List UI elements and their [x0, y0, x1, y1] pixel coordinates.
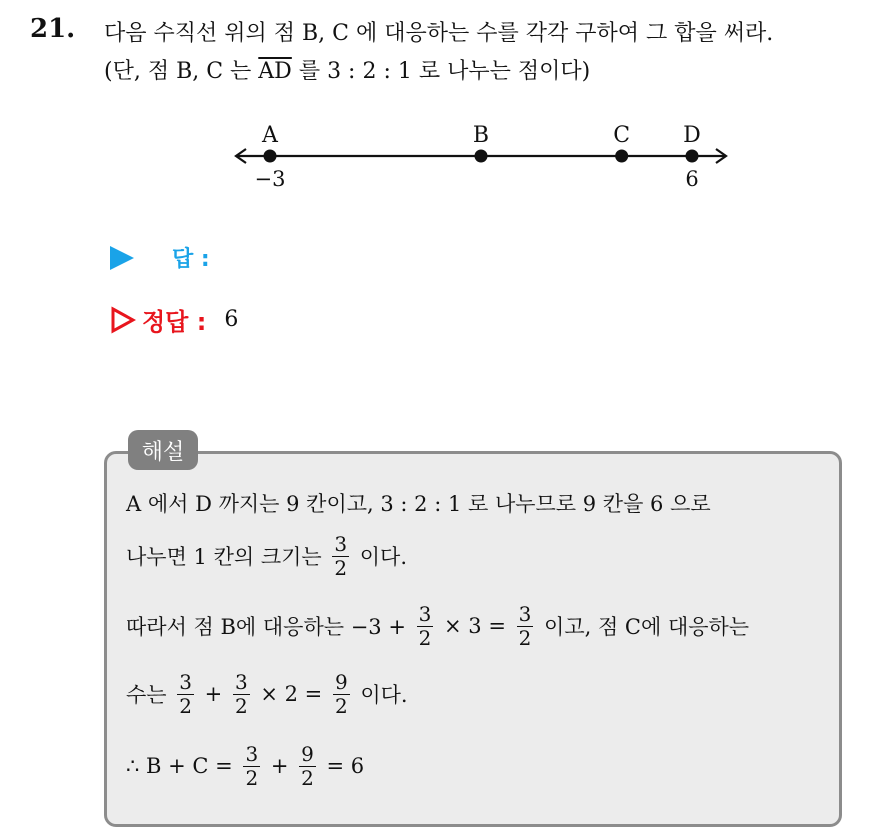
fraction-denominator: 2 [179, 693, 192, 718]
answer-label: 답 : [172, 247, 210, 272]
fraction [333, 669, 350, 718]
solution-line5 [126, 736, 364, 796]
point-c-label: C [613, 123, 631, 148]
fraction [299, 741, 316, 790]
fraction-denominator: 2 [334, 693, 348, 718]
segment-ad: $\overline{AD}$ [258, 59, 292, 84]
solution-line4 [126, 664, 408, 724]
question-line2-before: (단, 점 B, C 는 [104, 59, 259, 84]
fraction-numerator: 3 [418, 601, 432, 626]
question-text-line1: 다음 수직선 위의 점 B, C 에 대응하는 수를 각각 구하여 그 합을 써라. [104, 21, 774, 46]
fraction-denominator: 2 [334, 555, 348, 580]
fraction-denominator: 2 [245, 765, 259, 790]
solution-line5-part-c: = 6 [319, 754, 365, 778]
solution-line1-text: A 에서 D 까지는 9 칸이고, 3 : 2 : 1 로 나누므로 9 칸을 6 으로 [126, 492, 711, 516]
question-line2-after: 를 3 : 2 : 1 로 나누는 점이다) [291, 59, 591, 84]
point-d-value-label: 6 [685, 167, 699, 191]
question-number: 21. [30, 14, 76, 44]
number-line-figure [0, 0, 884, 210]
point-a-dot [264, 150, 277, 163]
fraction-denominator: 2 [418, 625, 432, 650]
fraction [177, 669, 194, 718]
point-c-dot [615, 150, 628, 163]
fraction-denominator: 2 [518, 625, 532, 650]
fraction [243, 741, 260, 790]
solution-tag: 해설 [128, 430, 198, 470]
fraction-denominator: 2 [234, 693, 248, 718]
solution-line4-part-b: + [197, 682, 229, 706]
fraction-numerator: 9 [301, 741, 314, 766]
solution-line2-before: 나누면 1 칸의 크기는 [126, 545, 329, 569]
solution-line2-after: 이다. [353, 545, 408, 569]
point-b-dot [475, 150, 488, 163]
point-b-label: B [472, 123, 490, 148]
point-d-label: D [683, 123, 701, 148]
fraction-numerator: 9 [334, 669, 348, 694]
solution-line5-part-b: + [264, 754, 296, 778]
solution-line3-part-a: 따라서 점 B에 대응하는 −3 + [126, 615, 413, 639]
solution-line5-part-a: ∴ B + C = [126, 754, 240, 778]
fraction-numerator: 3 [179, 669, 192, 694]
correct-answer-row [110, 302, 238, 337]
solution-line2 [126, 528, 407, 584]
fraction-numerator: 3 [334, 531, 348, 556]
fraction [517, 601, 534, 650]
correct-answer-value: 6 [224, 307, 239, 332]
correct-answer-label: 정답 : [142, 308, 207, 336]
outline-triangle-icon [110, 306, 136, 334]
play-triangle-icon [110, 246, 134, 270]
point-d-dot [686, 150, 699, 163]
answer-row [110, 242, 210, 273]
solution-line3 [126, 596, 749, 656]
fraction-numerator: 3 [234, 669, 248, 694]
point-a-label: A [262, 123, 278, 148]
fraction-numerator: 3 [518, 601, 532, 626]
fraction-numerator: 3 [245, 741, 259, 766]
solution-line3-part-c: 이고, 점 C에 대응하는 [537, 615, 750, 639]
solution-line4-part-c: × 2 = [253, 682, 329, 706]
fraction [332, 531, 349, 580]
fraction-denominator: 2 [301, 765, 314, 790]
solution-line3-part-b: × 3 = [437, 614, 513, 638]
fraction [233, 669, 250, 718]
solution-line4-part-d: 이다. [353, 683, 408, 707]
solution-line4-part-a: 수는 [126, 683, 174, 707]
point-a-value-label: −3 [254, 167, 286, 191]
fraction [417, 601, 434, 650]
solution-line1 [126, 488, 711, 518]
